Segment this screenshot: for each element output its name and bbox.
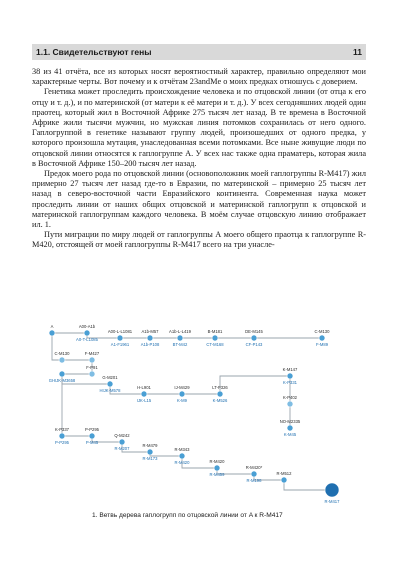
node-label-top: Q-M242 (114, 433, 130, 438)
node-label-bottom: A1b-P108 (140, 342, 160, 347)
node-label-top: B-M181 (207, 329, 223, 334)
node-label-bottom: R-M420 (174, 460, 190, 465)
node-label-bottom: F-M89 (315, 342, 329, 347)
node-label-bottom: BT-M42 (172, 342, 188, 347)
node-label-bottom: R-M417 (324, 499, 340, 504)
tree-node (117, 335, 123, 341)
haplogroup-tree-figure (32, 308, 366, 506)
node-label-top: C-M130 (314, 329, 330, 334)
tree-node (119, 439, 125, 445)
node-label-bottom: HIJK-M578 (99, 388, 121, 393)
node-label-bottom: CF-P143 (245, 342, 263, 347)
node-label-bottom: R-M173 (142, 456, 158, 461)
node-label-bottom: P-M45 (85, 440, 99, 445)
tree-node (59, 371, 65, 377)
node-label-bottom: R-M459 (209, 472, 225, 477)
node-label-top: A00-A1b (78, 324, 96, 329)
tree-node (89, 371, 95, 377)
running-header (32, 44, 366, 60)
node-label-top: A00-L-L1081 (107, 329, 133, 334)
tree-node (287, 425, 293, 431)
tree-node (281, 477, 287, 483)
haplogroup-tree (32, 308, 366, 506)
tree-node (287, 401, 293, 407)
node-label-top: NO-M2335 (279, 419, 301, 424)
node-label-bottom: K-P331 (283, 380, 297, 385)
node-label-top: G-M201 (102, 375, 118, 380)
paragraph: 38 из 41 отчёта, все из которых носят вероятностный характер, правильно определяют мои характерные черты. Вот почему и к отчётам 23andMe о моих предках отношусь с доверием. (32, 67, 366, 87)
figure-caption: 1. Ветвь дерева гаплогрупп по отцовской линии от A к R-M417 (92, 512, 283, 519)
tree-node (287, 373, 293, 379)
node-label-top: H-L901 (137, 385, 151, 390)
tree-node (89, 433, 95, 439)
tree-node (147, 335, 153, 341)
tree-node (49, 330, 55, 336)
node-label-top: F-P91 (86, 365, 98, 370)
node-label-top: K-P402 (283, 395, 297, 400)
node-label-bottom: A1-F1961 (110, 342, 130, 347)
tree-node (179, 453, 185, 459)
tree-node (212, 335, 218, 341)
node-label-top: C-M130 (54, 351, 70, 356)
tree-node (217, 391, 223, 397)
tree-edge (284, 480, 332, 490)
node-label-top: A1b-M57 (141, 329, 159, 334)
node-label-top: A1b-L-L419 (169, 329, 191, 334)
node-label-top: P-P295 (85, 427, 99, 432)
page-number: 11 (353, 47, 362, 57)
node-label-bottom: GHIJK-M3658 (48, 378, 76, 383)
node-label-top: R-M512 (276, 471, 292, 476)
node-label-top: F-M427 (84, 351, 100, 356)
tree-node (84, 330, 90, 336)
tree-node (214, 465, 220, 471)
node-label-top: LT-P326 (212, 385, 228, 390)
tree-node (325, 483, 339, 497)
node-label-top: A (50, 324, 54, 329)
tree-node (251, 335, 257, 341)
node-label-bottom: K-M9 (176, 398, 188, 403)
tree-node (59, 433, 65, 439)
node-label-bottom: R-M207 (114, 446, 130, 451)
paragraph: Пути миграции по миру людей от гаплогруппы А моего общего праотца к гаплогруппе R-M420, отстоящей от моей гаплогруппы R-M417 всего на три унасле- (32, 230, 366, 250)
tree-node (141, 391, 147, 397)
body-text (32, 67, 366, 251)
node-label-bottom: IJK-L15 (136, 398, 152, 403)
tree-node (319, 335, 325, 341)
node-label-top: K-P337 (55, 427, 69, 432)
node-label-bottom: P-P295 (55, 440, 69, 445)
node-label-top: DE-M145 (245, 329, 263, 334)
node-label-top: R-M343 (174, 447, 190, 452)
tree-node (179, 391, 185, 397)
node-label-bottom: K-M526 (212, 398, 228, 403)
paragraph: Генетика может проследить происхождение человека и по отцовской линии (от отца к его отцу и т. д.), и по материнской (от матери к её матери и т. д.). У всех сегодняшних людей один праотец, который жил в Восточной Африке 275 тысяч лет назад. В те времена в Восточной Африке жили тысячи мужчин, но мужская линия потомков сохранилась от него одного. Гаплогруппой в генетике называют группу людей, произошедших от одного предка, у которого произошла мутация, унаследованная всеми потомками. Все ныне живущие люди по отцовской линии относятся к гаплогруппе A. У всех нас также одна праматерь, которая жила в Восточной Африке 150–200 тысяч лет назад. (32, 87, 366, 168)
node-label-bottom: A0-T-L1085 (76, 337, 98, 342)
node-label-top: R-M420 (209, 459, 225, 464)
node-label-top: R-M420* (245, 465, 263, 470)
node-label-bottom: R-M198 (246, 478, 262, 483)
node-label-top: K-M147 (282, 367, 298, 372)
tree-edge (220, 376, 290, 394)
node-label-top: IJ-M429 (174, 385, 190, 390)
node-label-top: R-M479 (142, 443, 158, 448)
tree-node (147, 449, 153, 455)
tree-node (107, 381, 113, 387)
tree-node (251, 471, 257, 477)
section-title: 1.1. Свидетельствуют гены (36, 47, 152, 57)
paragraph: Предок моего рода по отцовской линии (основоположник моей гаплогруппы R-M417) жил примерно 27 тысяч лет назад где-то в Евразии, по материнской – примерно 25 тысяч лет назад в северо-восточной части Евразийского континента. Современная наука может проследить линии от наших общих отцовской и материнской гаплогрупп к отцовской и материнской гаплогруппам каждого человека. В моём случае отцовскую линию отображает ил. 1. (32, 169, 366, 230)
node-label-bottom: CT-M168 (206, 342, 224, 347)
tree-node (59, 357, 65, 363)
tree-node (177, 335, 183, 341)
tree-node (89, 357, 95, 363)
node-label-bottom: K-M45 (283, 432, 297, 437)
